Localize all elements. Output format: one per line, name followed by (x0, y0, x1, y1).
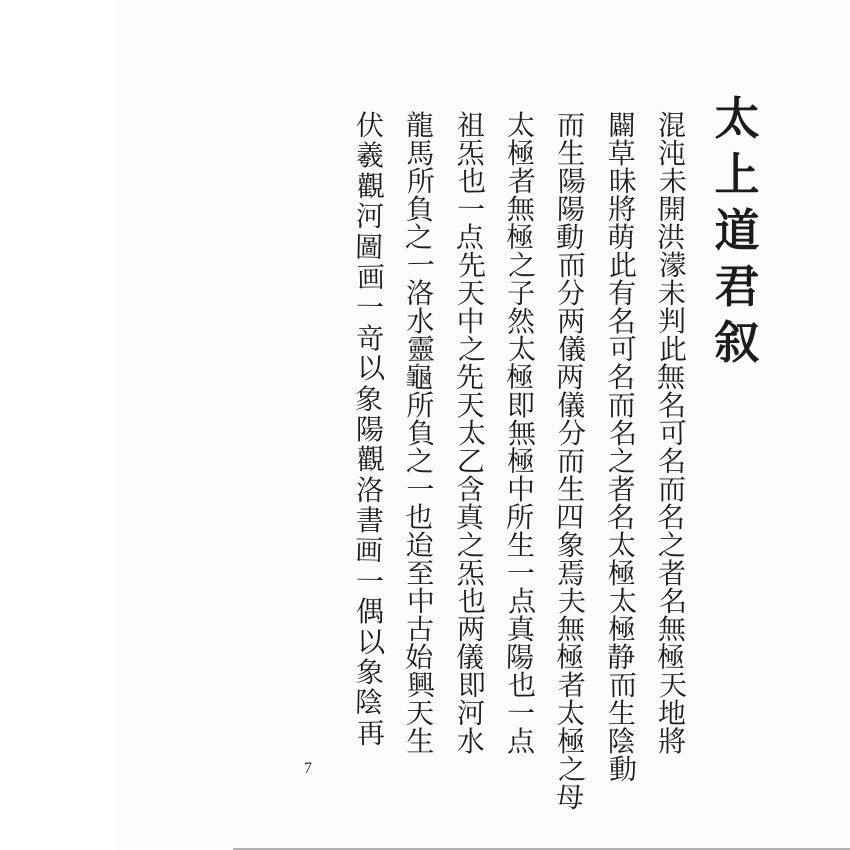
character-glyph: 祖 (456, 108, 485, 143)
character-glyph: 極 (557, 725, 586, 758)
character-glyph: 河 (355, 199, 385, 234)
character-glyph: 此 (608, 248, 637, 283)
character-glyph: 名 (607, 305, 636, 338)
character-glyph: 中 (506, 473, 535, 506)
character-glyph: 儀 (455, 640, 485, 675)
character-glyph: 之 (456, 528, 485, 563)
character-glyph: 圖 (354, 230, 384, 264)
character-glyph: 之 (457, 332, 486, 367)
character-glyph: 太 (608, 584, 637, 619)
character-glyph: 点 (507, 584, 537, 619)
character-glyph: 四 (555, 500, 585, 535)
character-glyph: 一 (506, 557, 535, 590)
character-glyph: 炁 (456, 137, 485, 170)
character-glyph: 將 (657, 725, 686, 758)
character-glyph: 偶 (355, 595, 384, 629)
character-glyph: 洛 (355, 473, 385, 507)
character-glyph: 儀 (557, 389, 586, 422)
character-glyph: 無 (506, 192, 536, 227)
character-glyph: 名 (608, 416, 637, 451)
character-glyph: 一 (355, 564, 385, 599)
character-glyph: 真 (506, 612, 536, 647)
character-glyph: 生 (406, 725, 435, 758)
character-glyph: 陽 (558, 164, 587, 199)
character-glyph: 此 (658, 332, 688, 367)
character-glyph: 至 (406, 557, 435, 590)
character-glyph: 上 (714, 148, 760, 201)
character-glyph: 迨 (406, 528, 435, 563)
text-column-1 (650, 108, 694, 758)
character-glyph: 也 (457, 164, 486, 199)
character-glyph: 分 (558, 416, 587, 451)
character-glyph: 龜 (404, 360, 434, 395)
character-glyph: 名 (606, 500, 635, 535)
character-glyph: 濛 (658, 248, 688, 283)
character-glyph: 萌 (606, 220, 635, 255)
character-glyph: 開 (657, 192, 687, 227)
character-glyph: 地 (657, 696, 687, 731)
text-column-4 (499, 108, 543, 758)
character-glyph: 之 (607, 444, 636, 479)
character-glyph: 沌 (657, 137, 686, 170)
character-glyph: 再 (356, 716, 386, 751)
character-glyph: 太 (457, 416, 486, 451)
character-glyph: 陽 (557, 192, 586, 227)
character-glyph: 昧 (608, 164, 637, 199)
character-glyph: 画 (354, 534, 384, 568)
character-glyph: 点 (506, 725, 535, 758)
character-glyph: 者 (657, 557, 686, 590)
character-glyph: 洪 (656, 220, 686, 255)
character-glyph: 極 (506, 444, 536, 479)
character-glyph: 静 (606, 640, 635, 675)
character-glyph: 两 (557, 305, 586, 338)
character-glyph: 名 (658, 584, 688, 619)
character-glyph: 画 (356, 260, 386, 295)
character-glyph: 極 (505, 360, 535, 395)
character-glyph: 中 (407, 584, 436, 619)
character-glyph: 動 (608, 752, 637, 787)
character-glyph: 一 (355, 291, 385, 325)
character-glyph: 而 (557, 108, 586, 143)
text-column-7 (348, 108, 392, 751)
character-glyph: 天 (456, 276, 485, 311)
character-glyph: 一 (406, 473, 435, 506)
character-glyph: 名 (657, 389, 686, 422)
character-glyph: 者 (607, 473, 636, 506)
character-glyph: 動 (555, 220, 585, 255)
character-glyph: 負 (407, 416, 436, 451)
character-glyph: 竒 (355, 321, 384, 355)
character-glyph: 伏 (355, 108, 385, 143)
character-glyph: 名 (657, 444, 687, 479)
character-glyph: 而 (557, 444, 586, 479)
character-glyph: 名 (656, 500, 686, 535)
character-glyph: 也 (457, 584, 486, 619)
character-glyph: 太 (506, 108, 536, 143)
character-glyph: 炁 (456, 557, 485, 590)
character-glyph: 負 (406, 192, 435, 227)
character-glyph: 点 (455, 220, 485, 255)
character-glyph: 無 (557, 612, 586, 647)
character-glyph: 以 (356, 351, 386, 386)
character-glyph: 即 (506, 389, 535, 422)
character-glyph: 可 (658, 416, 688, 451)
character-glyph: 太 (714, 92, 760, 145)
character-glyph: 先 (457, 248, 486, 283)
text-body (348, 108, 694, 815)
character-glyph: 乙 (456, 444, 485, 479)
scanned-page (115, 0, 850, 850)
character-glyph: 所 (407, 164, 436, 199)
character-glyph: 闢 (607, 108, 636, 143)
character-glyph: 者 (507, 164, 537, 199)
character-glyph: 而 (558, 248, 587, 283)
character-glyph: 未 (658, 164, 688, 199)
text-column-6 (398, 108, 442, 758)
character-glyph: 两 (555, 360, 585, 395)
character-glyph: 將 (607, 192, 636, 227)
character-glyph: 先 (455, 360, 485, 395)
character-glyph: 馬 (406, 137, 435, 170)
character-glyph: 然 (506, 305, 535, 338)
character-glyph: 之 (404, 220, 434, 255)
character-glyph: 興 (407, 668, 436, 703)
character-glyph: 含 (456, 473, 485, 506)
character-glyph: 始 (404, 640, 434, 675)
character-glyph: 無 (507, 416, 537, 451)
character-glyph: 中 (456, 305, 485, 338)
character-glyph: 極 (555, 640, 585, 675)
character-glyph: 古 (406, 612, 435, 647)
character-glyph: 一 (456, 192, 485, 227)
text-column-3 (549, 108, 593, 815)
text-column-2 (600, 108, 644, 787)
character-glyph: 象 (557, 528, 586, 563)
character-glyph: 也 (404, 500, 434, 535)
character-glyph: 太 (557, 696, 586, 731)
character-glyph: 以 (356, 625, 386, 659)
character-glyph: 生 (557, 473, 586, 506)
character-glyph: 母 (555, 780, 585, 815)
character-glyph: 極 (607, 557, 636, 590)
character-glyph: 生 (607, 696, 636, 731)
page-number: 7 (304, 760, 312, 777)
character-glyph: 無 (657, 612, 687, 647)
character-glyph: 两 (456, 612, 485, 647)
character-glyph: 陽 (355, 412, 384, 446)
character-glyph: 有 (607, 276, 636, 311)
character-glyph: 之 (657, 528, 687, 563)
character-glyph: 河 (456, 696, 485, 731)
character-glyph: 君 (714, 260, 760, 313)
character-glyph: 子 (506, 276, 536, 311)
character-glyph: 一 (506, 696, 536, 731)
character-glyph: 極 (607, 612, 636, 647)
character-glyph: 觀 (356, 443, 386, 477)
character-glyph: 水 (456, 725, 485, 758)
character-glyph: 所 (505, 500, 535, 535)
character-glyph: 所 (406, 389, 435, 422)
character-glyph: 書 (355, 504, 384, 538)
character-glyph: 極 (505, 220, 535, 255)
character-glyph: 一 (407, 248, 436, 283)
character-glyph: 之 (406, 444, 435, 479)
character-glyph: 者 (558, 668, 587, 703)
character-glyph: 未 (657, 276, 687, 311)
character-glyph: 象 (355, 655, 385, 690)
character-glyph: 也 (507, 668, 537, 703)
character-glyph: 生 (557, 137, 586, 170)
character-glyph: 混 (657, 108, 687, 143)
character-glyph: 羲 (355, 139, 384, 173)
character-glyph: 儀 (558, 332, 587, 367)
character-glyph: 天 (406, 696, 435, 731)
character-glyph: 生 (506, 528, 536, 563)
character-glyph: 天 (658, 668, 688, 703)
character-glyph: 之 (558, 752, 587, 787)
character-glyph: 道 (714, 204, 760, 257)
character-glyph: 可 (608, 332, 637, 367)
character-glyph: 叙 (714, 316, 760, 369)
character-glyph: 極 (506, 137, 535, 170)
character-glyph: 即 (457, 668, 486, 703)
character-glyph: 而 (607, 389, 636, 422)
character-glyph: 太 (507, 332, 537, 367)
character-glyph: 龍 (406, 108, 435, 143)
character-glyph: 之 (507, 248, 537, 283)
character-glyph: 真 (455, 500, 485, 535)
character-glyph: 陽 (505, 640, 535, 675)
character-glyph: 象 (354, 382, 384, 416)
character-glyph: 水 (406, 305, 435, 338)
character-glyph: 陰 (354, 686, 384, 720)
character-glyph: 草 (607, 137, 636, 170)
character-glyph: 靈 (407, 332, 436, 367)
character-glyph: 夫 (558, 584, 587, 619)
character-glyph: 極 (656, 640, 686, 675)
character-glyph: 洛 (406, 276, 435, 311)
character-glyph: 太 (607, 528, 636, 563)
character-glyph: 判 (657, 305, 686, 338)
character-glyph: 觀 (356, 169, 386, 204)
character-glyph: 無 (656, 360, 686, 395)
character-glyph: 而 (657, 473, 686, 506)
character-glyph: 名 (606, 360, 635, 395)
character-glyph: 陰 (607, 725, 636, 758)
character-glyph: 分 (557, 276, 586, 311)
page-title (708, 92, 766, 369)
character-glyph: 天 (456, 389, 485, 422)
text-column-5 (449, 108, 493, 758)
character-glyph: 而 (608, 668, 637, 703)
character-glyph: 焉 (557, 557, 586, 590)
